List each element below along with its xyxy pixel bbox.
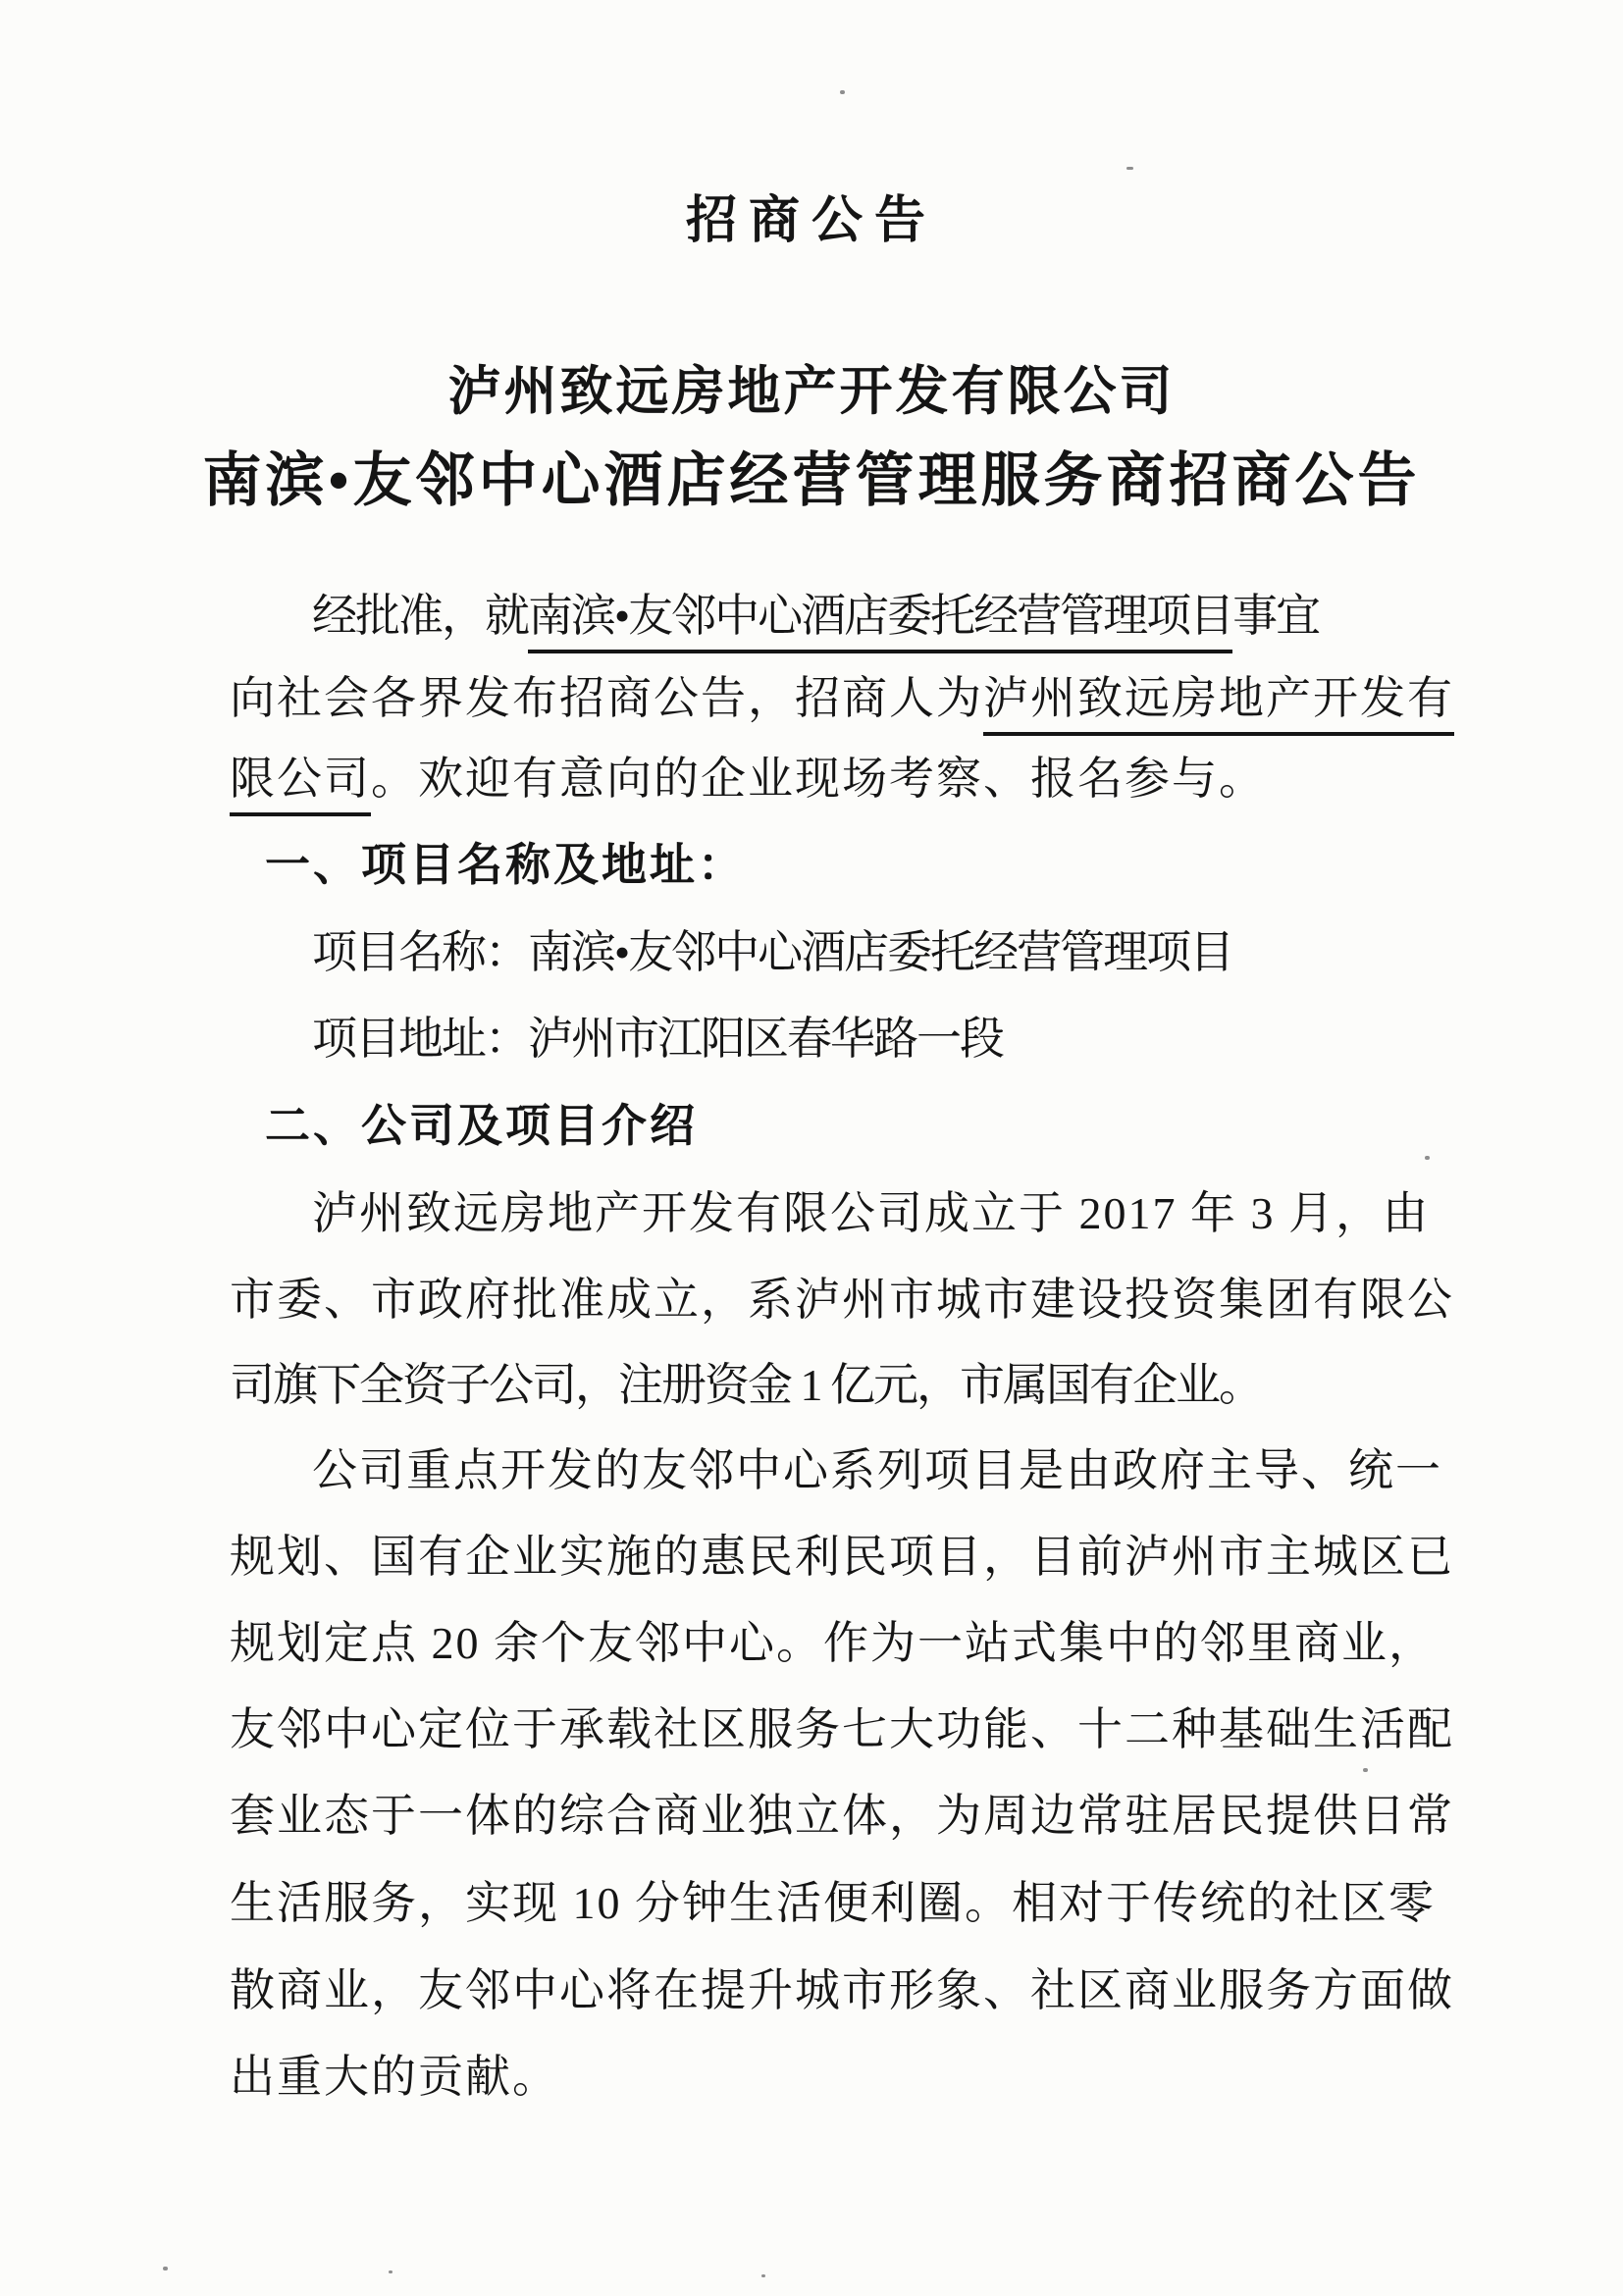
intro-line-1-post: 事宜	[1232, 591, 1320, 641]
scan-speck	[761, 2274, 765, 2277]
project-para-line-1: 公司重点开发的友邻中心系列项目是由政府主导、统一	[312, 1445, 1442, 1495]
project-para-line-3: 规划定点 20 余个友邻中心。作为一站式集中的邻里商业，	[230, 1618, 1436, 1668]
project-para-line-6: 生活服务，实现 10 分钟生活便利圈。相对于传统的社区零	[230, 1878, 1436, 1928]
section2-heading: 二、公司及项目介绍	[265, 1101, 698, 1151]
project-address-line: 项目地址：泸州市江阳区春华路一段	[312, 1014, 1003, 1064]
company-para-line-2: 市委、市政府批准成立，系泸州市城市建设投资集团有限公	[230, 1275, 1454, 1325]
intro-line-2-pre: 向社会各界发布招商公告，招商人为	[230, 673, 983, 723]
scan-speck	[1425, 1156, 1430, 1160]
project-para-line-8: 出重大的贡献。	[230, 2052, 559, 2102]
company-para-line-3: 司旗下全资子公司，注册资金 1 亿元，市属国有企业。	[230, 1360, 1262, 1410]
intro-line-2-underlined-company: 泸州致远房地产开发有	[983, 673, 1454, 736]
scan-speck	[1126, 167, 1133, 170]
intro-line-1-underlined-project: 南滨•友邻中心酒店委托经营管理项目	[528, 591, 1232, 653]
intro-line-3-post: 。欢迎有意向的企业现场考察、报名参与。	[371, 754, 1266, 804]
company-para-line-1: 泸州致远房地产开发有限公司成立于 2017 年 3 月，由	[312, 1188, 1430, 1238]
intro-line-2	[230, 673, 1454, 725]
project-para-line-7: 散商业，友邻中心将在提升城市形象、社区商业服务方面做	[230, 1965, 1454, 2015]
scan-speck	[389, 2270, 393, 2273]
intro-line-1	[312, 591, 1319, 643]
intro-line-1-pre: 经批准，就	[312, 591, 528, 641]
section1-heading: 一、项目名称及地址：	[265, 840, 746, 890]
scan-speck	[1363, 1768, 1368, 1772]
document-title: 招商公告	[685, 193, 937, 249]
scan-speck	[840, 90, 845, 94]
announcement-heading: 南滨•友邻中心酒店经营管理服务商招商公告	[202, 448, 1421, 513]
project-para-line-5: 套业态于一体的综合商业独立体，为周边常驻居民提供日常	[230, 1791, 1454, 1841]
company-name-heading: 泸州致远房地产开发有限公司	[447, 362, 1176, 421]
intro-line-3	[230, 754, 1266, 806]
project-name-line: 项目名称：南滨•友邻中心酒店委托经营管理项目	[312, 927, 1233, 977]
project-para-line-4: 友邻中心定位于承载社区服务七大功能、十二种基础生活配	[230, 1704, 1454, 1754]
scan-speck	[163, 2267, 168, 2270]
project-para-line-2: 规划、国有企业实施的惠民利民项目，目前泸州市主城区已	[230, 1532, 1454, 1582]
intro-line-3-underlined-company: 限公司	[230, 754, 371, 816]
